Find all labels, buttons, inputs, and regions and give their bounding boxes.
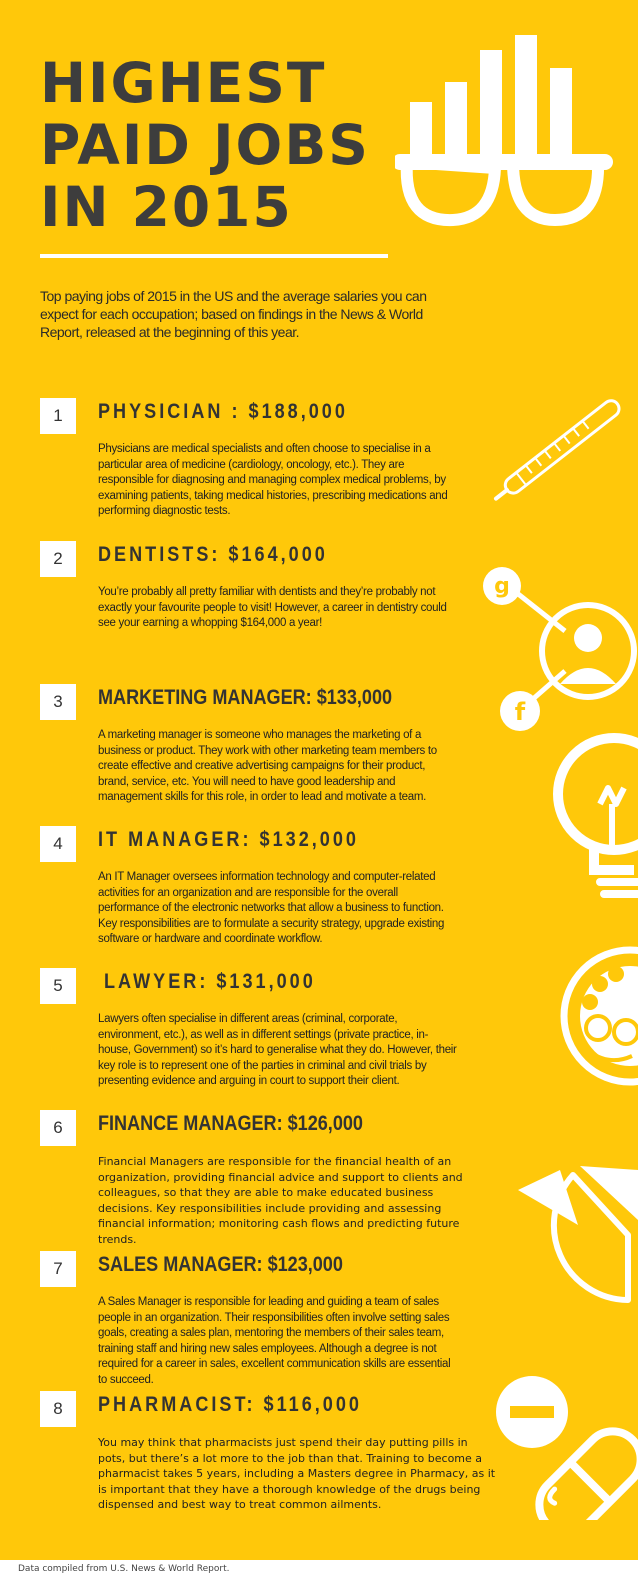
job-number: 5 (40, 968, 76, 1004)
job-number: 2 (40, 541, 76, 577)
job-title: IT MANAGER: $132,000 (98, 828, 359, 851)
footer-source-text: Data compiled from U.S. News & World Report. (18, 1564, 230, 1574)
google-letter: g (494, 574, 510, 599)
job-title: DENTISTS: $164,000 (98, 543, 328, 566)
job-description: Lawyers often specialise in different areas (criminal, corporate, environment, etc.), as well as in different settings (private practice, in-house, Government) so it’s hard to generalise what they do. However, their key role is to represent one of the parties in criminal and civil trials by presenting evidence and arguing in court to support their client. (98, 1013, 457, 1087)
title-line-2: PAID JOBS (40, 113, 370, 177)
title-divider (40, 254, 388, 258)
job-number: 4 (40, 826, 76, 862)
job-description: An IT Manager oversees information technology and computer-related activities for an organization and are responsible for the overall performance of the electronic networks that allow a business to function. Key responsibilities are to formulate a security strategy, upgrade existing software or hardware and coordinate workflow. (98, 871, 445, 945)
facebook-letter: f (514, 698, 526, 726)
job-number: 3 (40, 684, 76, 720)
intro-text: Top paying jobs of 2015 in the US and the average salaries you can expect for each occupation; based on findings in the News & World Report, released at the beginning of this year. (40, 288, 427, 340)
job-description: A marketing manager is someone who manages the marketing of a business or product. They work with other marketing team members to create effective and creative advertising campaigns for their product, brand, service, etc. You will need to have good leadership and management skills for this role, in order to lead and motivate a team. (98, 729, 437, 803)
pill-icon (490, 1370, 638, 1520)
job-description: Financial Managers are responsible for the financial health of an organization, providing financial advice and support to clients and colleagues, so that they are able to make educated business decisions. Key responsibilities include providing and assessing financial information; monitoring cash flows and predicting future trends. (98, 1155, 463, 1246)
title-line-1: HIGHEST (40, 51, 327, 115)
lightbulb-icon (530, 730, 638, 900)
pie-chart-icon (498, 1150, 638, 1310)
job-title: SALES MANAGER: $123,000 (98, 1253, 343, 1276)
social-network-icon (480, 556, 638, 736)
page-title (40, 52, 370, 238)
job-number: 8 (40, 1391, 76, 1427)
job-title: MARKETING MANAGER: $133,000 (98, 686, 393, 709)
job-number: 7 (40, 1251, 76, 1287)
job-title: PHYSICIAN : $188,000 (98, 400, 348, 423)
title-line-3: IN 2015 (40, 175, 293, 239)
lawyer-face-icon (540, 940, 638, 1090)
job-title: LAWYER: $131,000 (104, 970, 316, 993)
thermometer-icon (485, 392, 635, 507)
job-description: Physicians are medical specialists and often choose to specialise in a particular area of medicine (cardiology, oncology, etc.). They are responsible for diagnosing and managing complex medical problems, by examining patients, taking medical histories, prescribing medications and performing diagnostic tests. (98, 443, 448, 517)
footer (0, 1560, 638, 1594)
job-title: PHARMACIST: $116,000 (98, 1393, 362, 1416)
job-description: You’re probably all pretty familiar with dentists and they’re probably not exactly your favourite people to visit! However, a career in dentistry could see your earning a whopping $164,000 a year! (98, 586, 447, 629)
job-description: A Sales Manager is responsible for leading and guiding a team of sales people in an organization. Their responsibilities often involve setting sales goals, creating a sales plan, mentoring the members of their sales team, training staff and hiring new sales employees. Although a degree is not required for a career in sales, excellent communication skills are essential to succeed. (98, 1296, 451, 1386)
glasses-chart-icon (395, 30, 615, 230)
job-number: 6 (40, 1110, 76, 1146)
job-number: 1 (40, 398, 76, 434)
job-description: You may think that pharmacists just spend their day putting pills in pots, but there’s a lot more to the job than that. Training to become a pharmacist takes 5 years, including a Masters degree in Pharmacy, as it is important that they have a thorough knowledge of the drugs being dispensed and best way to treat common ailments. (98, 1436, 496, 1511)
job-title: FINANCE MANAGER: $126,000 (98, 1112, 363, 1135)
